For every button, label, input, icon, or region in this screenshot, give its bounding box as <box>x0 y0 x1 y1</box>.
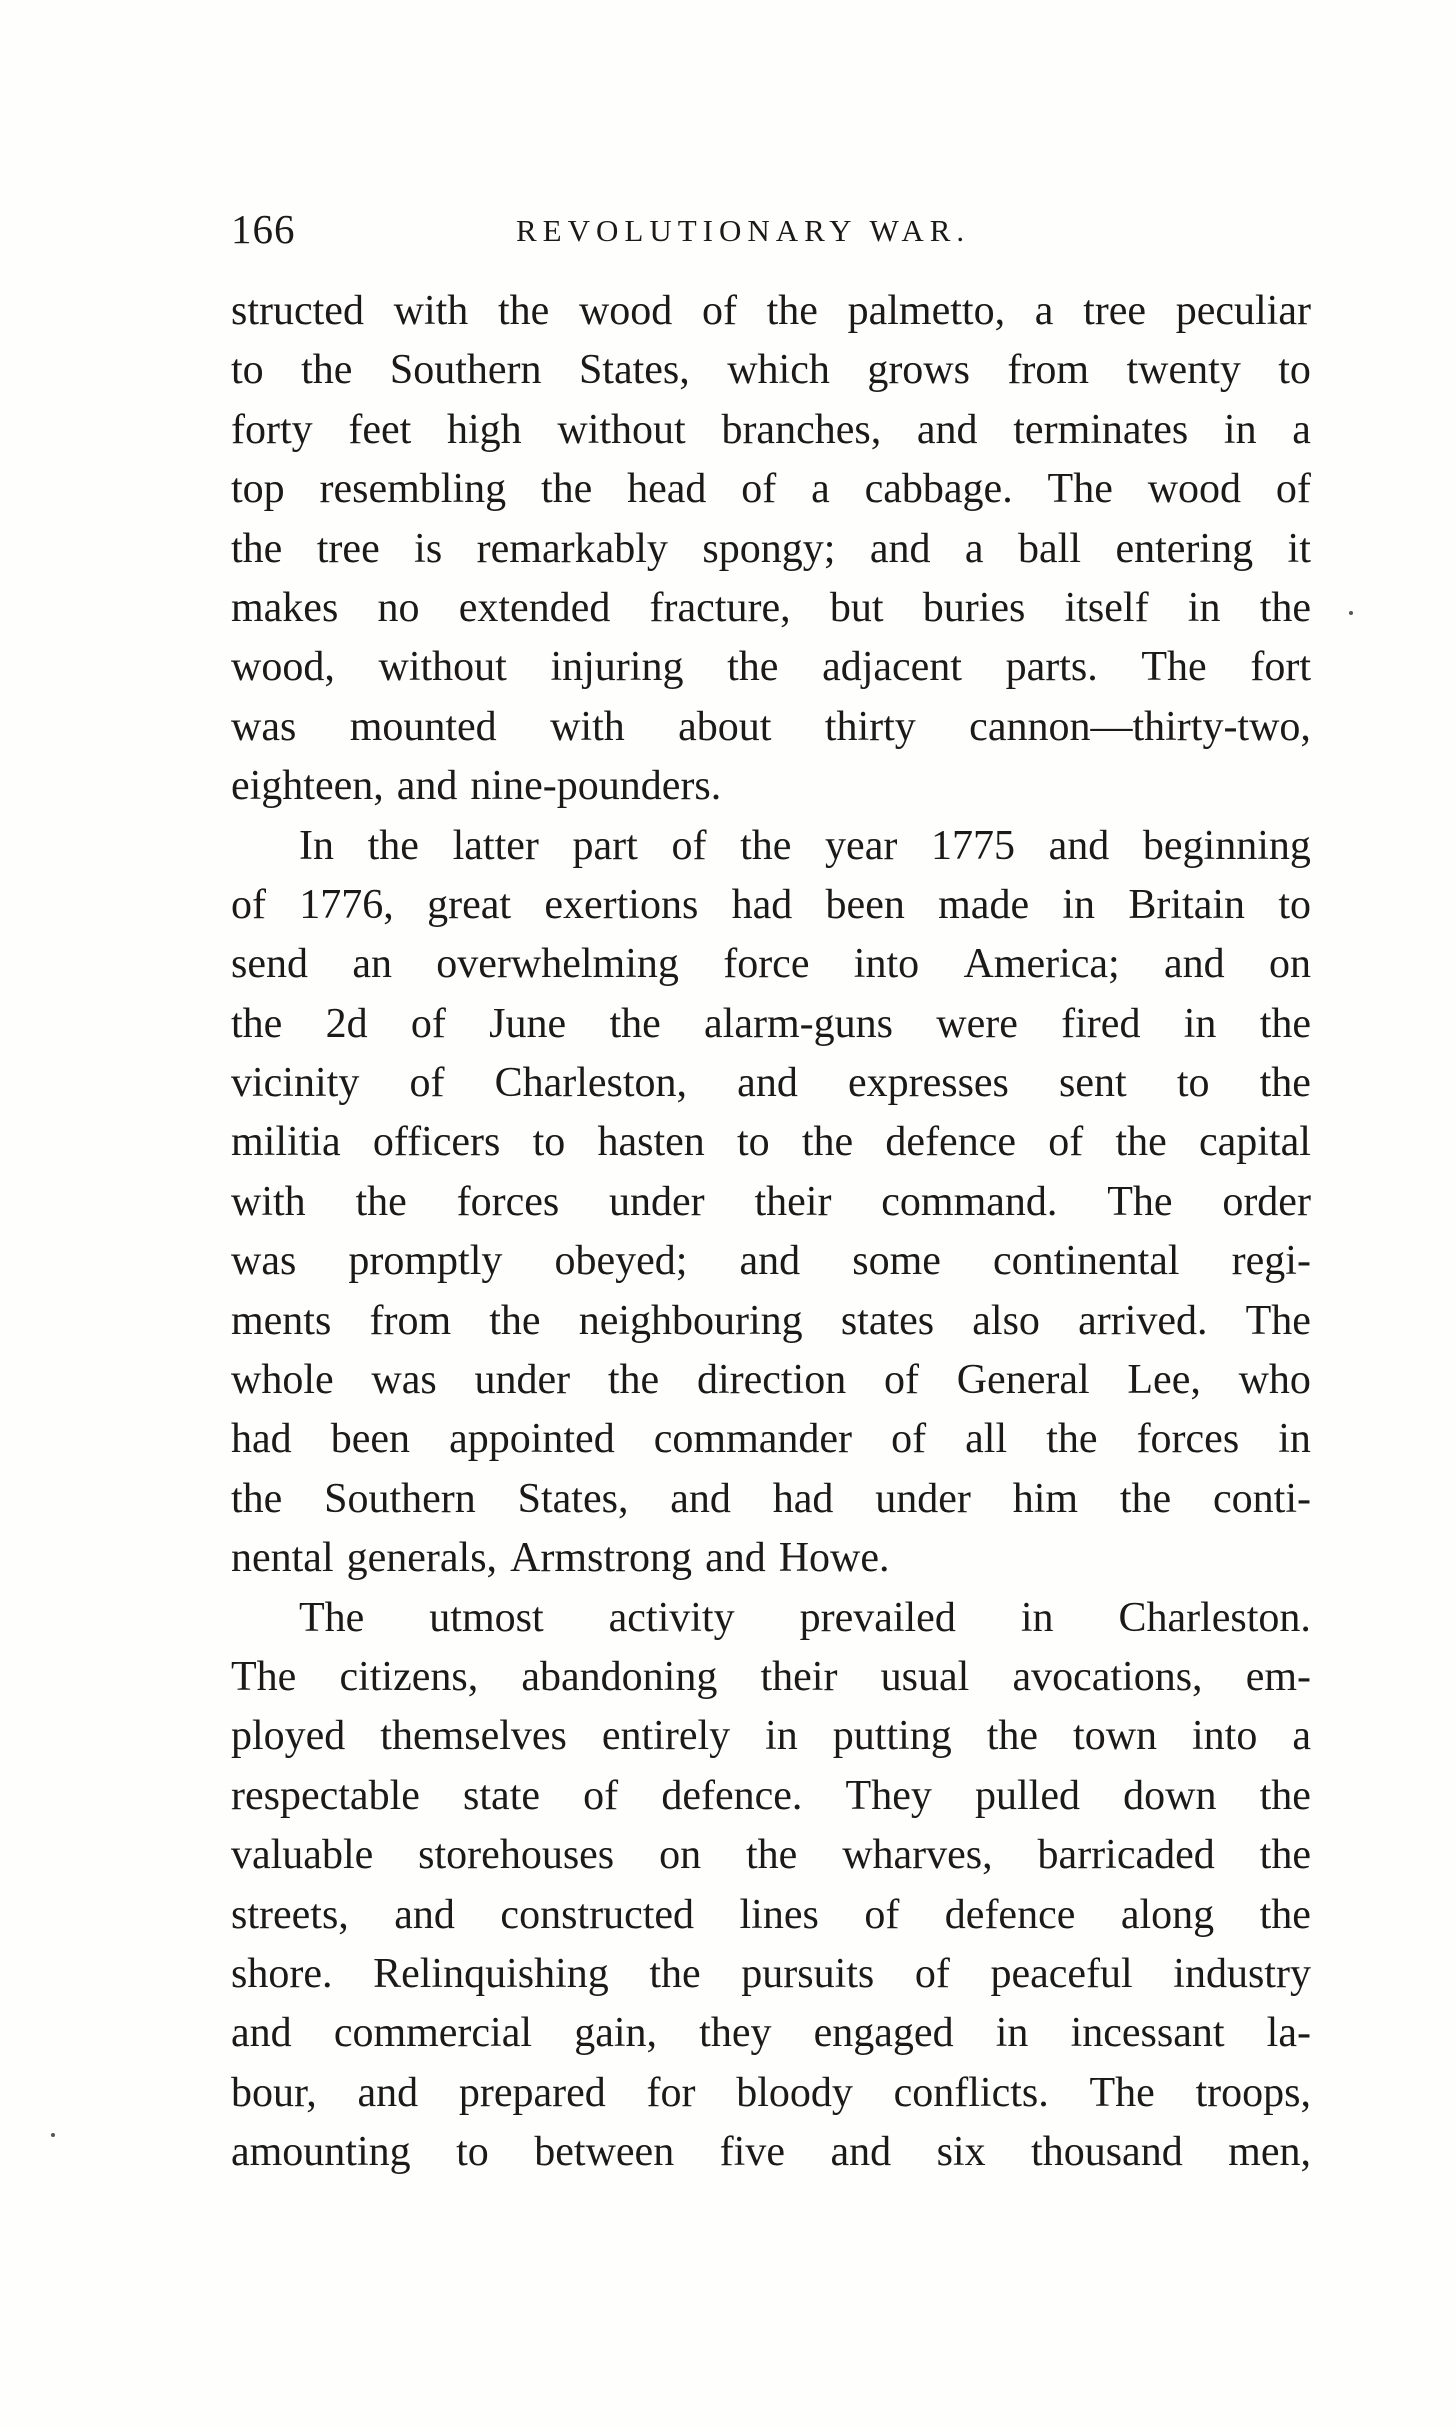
page-number: 166 <box>231 206 296 252</box>
text-line: structed with the wood of the palmetto, a tree peculiar <box>231 288 1311 334</box>
text-line: to the Southern States, which grows from twenty to <box>231 347 1311 394</box>
text-line: ployed themselves entirely in putting the town into a <box>231 1713 1311 1760</box>
running-head <box>231 205 1321 255</box>
running-title: REVOLUTIONARY WAR. <box>516 213 971 248</box>
text-line: The utmost activity prevailed in Charleston. <box>299 1594 1311 1641</box>
text-line: streets, and constructed lines of defence along the <box>231 1891 1311 1938</box>
text-line: whole was under the direction of General Lee, who <box>231 1357 1311 1404</box>
body-text <box>231 282 1311 2183</box>
text-line: the tree is remarkably spongy; and a ball entering it <box>231 525 1311 572</box>
text-line: amounting to between five and six thousand men, <box>231 2129 1311 2176</box>
text-line: nental generals, Armstrong and Howe. <box>231 1535 890 1582</box>
print-speck <box>1349 611 1353 615</box>
text-line: vicinity of Charleston, and expresses sent to the <box>231 1060 1311 1107</box>
text-line: send an overwhelming force into America; and on <box>231 941 1311 988</box>
text-line: top resembling the head of a cabbage. The wood of <box>231 466 1311 513</box>
text-line: valuable storehouses on the wharves, barricaded the <box>231 1832 1311 1879</box>
text-line: makes no extended fracture, but buries itself in the <box>231 584 1311 631</box>
text-line: eighteen, and nine-pounders. <box>231 763 722 810</box>
text-line: of 1776, great exertions had been made in Britain to <box>231 881 1311 928</box>
print-speck <box>51 2133 55 2137</box>
text-line: shore. Relinquishing the pursuits of peaceful industry <box>231 1950 1311 1997</box>
text-line: In the latter part of the year 1775 and beginning <box>299 822 1311 869</box>
text-line: had been appointed commander of all the forces in <box>231 1416 1311 1463</box>
text-line: forty feet high without branches, and terminates in a <box>231 406 1311 453</box>
text-line: and commercial gain, they engaged in incessant la- <box>231 2010 1311 2057</box>
text-line: The citizens, abandoning their usual avocations, em- <box>231 1653 1311 1700</box>
text-line: militia officers to hasten to the defence of the capital <box>231 1119 1311 1166</box>
text-line: was promptly obeyed; and some continental regi- <box>231 1238 1311 1285</box>
text-line: with the forces under their command. The order <box>231 1178 1311 1225</box>
text-line: the 2d of June the alarm-guns were fired in the <box>231 1000 1311 1047</box>
text-line: was mounted with about thirty cannon—thirty-two, <box>231 703 1311 750</box>
text-line: ments from the neighbouring states also arrived. The <box>231 1297 1311 1344</box>
text-line: respectable state of defence. They pulled down the <box>231 1772 1311 1819</box>
text-line: the Southern States, and had under him the conti- <box>231 1475 1311 1522</box>
text-line: wood, without injuring the adjacent parts. The fort <box>231 644 1311 691</box>
text-line: bour, and prepared for bloody conflicts. The troops, <box>231 2069 1311 2116</box>
